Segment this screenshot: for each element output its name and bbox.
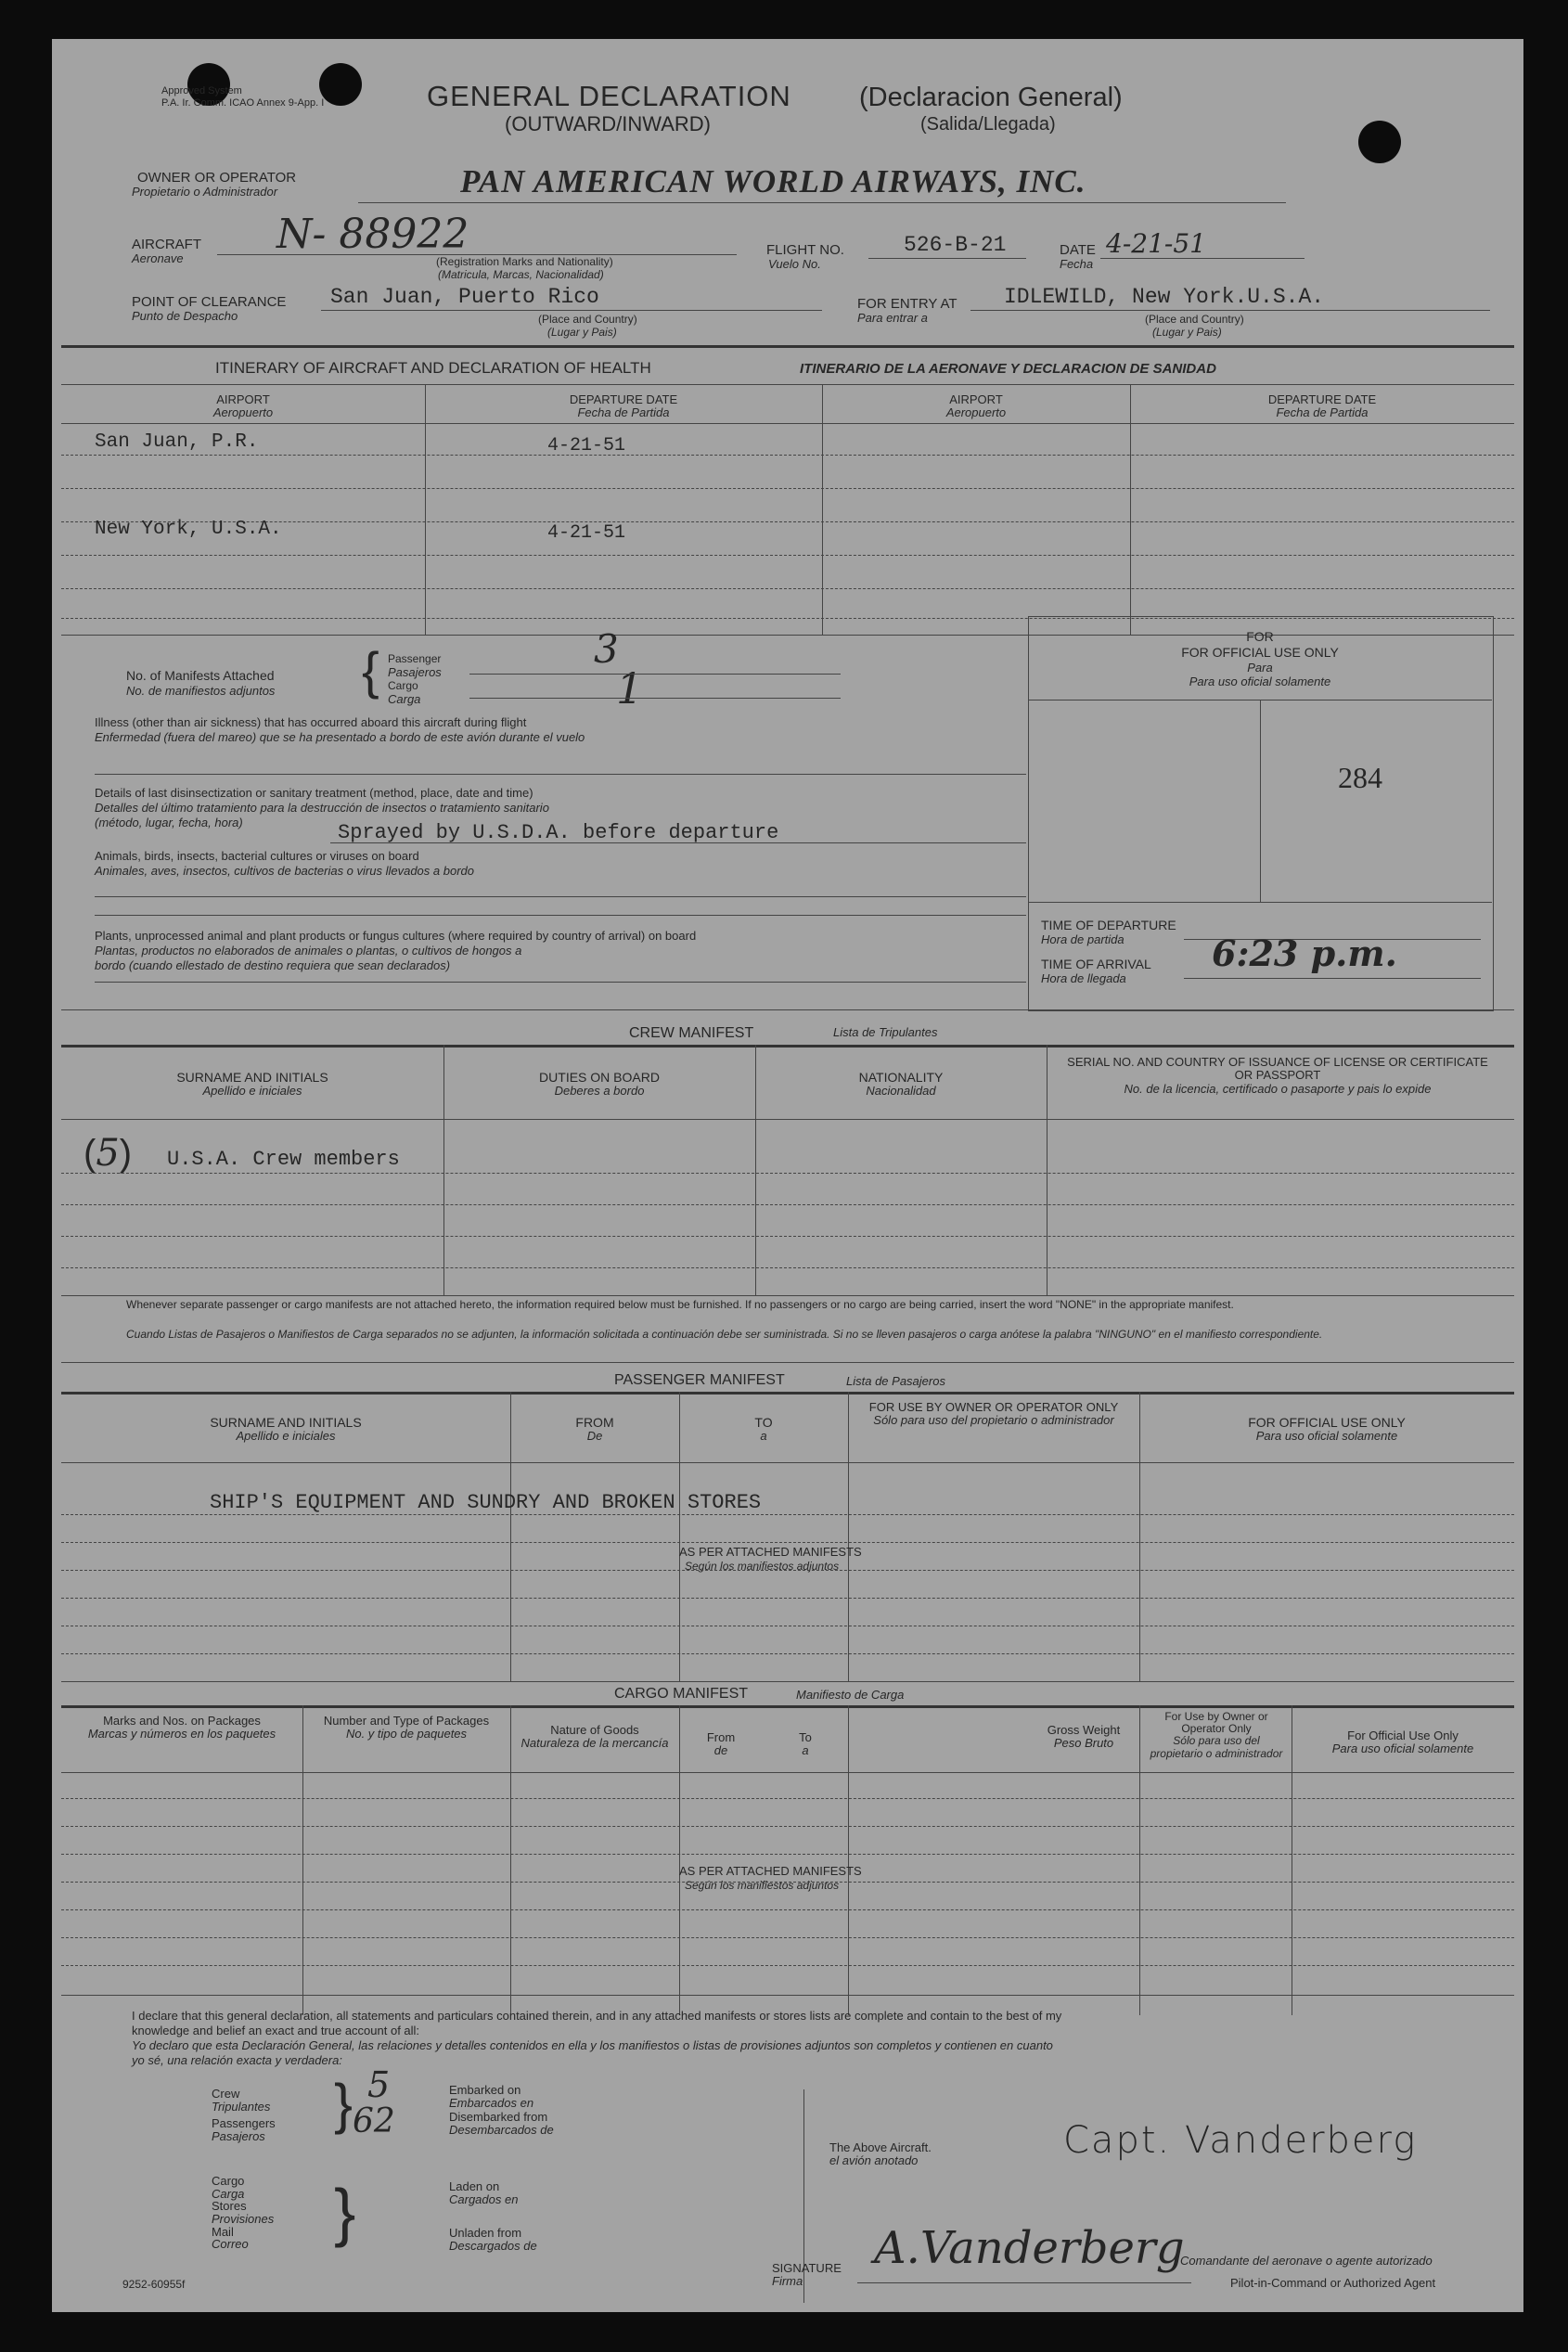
- declaration-text-2: knowledge and belief an exact and true account of all:: [132, 2024, 420, 2037]
- plants-text-es-2: bordo (cuando ellestado de destino requiera que sean declarados): [95, 958, 451, 972]
- flight-label-es: Vuelo No.: [768, 257, 821, 271]
- passenger-col-surname: SURNAME AND INITIALS Apellido e iniciales: [210, 1415, 362, 1443]
- unladen-label: Unladen from Descargados de: [449, 2226, 537, 2254]
- cargo-col-packages: Number and Type of Packages No. y tipo de paquetes: [323, 1714, 490, 1741]
- passenger-col-official: FOR OFFICIAL USE ONLY Para uso oficial solamente: [1248, 1415, 1406, 1443]
- declaration-text: I declare that this general declaration, all statements and particulars contained therein, and in any attached manifests or stores lists are complete and contain to the best of my: [132, 2009, 1062, 2023]
- cargo-row-rule: [61, 1937, 1514, 1938]
- manifest-line: [469, 698, 841, 699]
- passenger-header-rule: [61, 1392, 1514, 1394]
- crew-col-nationality: NATIONALITY Nacionalidad: [858, 1070, 944, 1098]
- health-bottom-rule: [61, 1009, 1514, 1010]
- passenger-attached: AS PER ATTACHED MANIFESTS: [679, 1545, 862, 1559]
- itinerary-top-rule: [61, 345, 1514, 348]
- form-title-es-sub: (Salida/Llegada): [920, 114, 1056, 135]
- departure-time-label-es: Hora de partida: [1041, 932, 1125, 946]
- itinerary-col-airport-1: AIRPORT Aeropuerto: [212, 392, 274, 419]
- embarked-label: Embarked on Embarcados en Disembarked from Desembarcados de: [449, 2083, 554, 2137]
- count-brace: }: [334, 2073, 353, 2135]
- cargo-col-nature: Nature of Goods Naturaleza de la mercancía: [521, 1723, 669, 1750]
- goods-labels: Cargo Carga Stores Provisiones Mail Correo: [212, 2174, 275, 2252]
- cargo-header-rule: [61, 1705, 1514, 1708]
- cargo-title-es: Manifiesto de Carga: [796, 1688, 905, 1702]
- signature-line: [857, 2282, 1191, 2283]
- official-use-rule: [1028, 902, 1492, 903]
- date-label: DATE: [1060, 242, 1096, 258]
- form-title-sub: (OUTWARD/INWARD): [505, 112, 711, 135]
- crew-count-value: 5: [367, 2064, 391, 2105]
- passenger-row-rule: [61, 1653, 1514, 1654]
- departure-time-label: TIME OF DEPARTURE: [1041, 918, 1176, 932]
- cargo-col-divider: [302, 1705, 303, 2015]
- cargo-row-rule: [61, 1854, 1514, 1855]
- passenger-bottom-rule: [61, 1681, 1514, 1682]
- disinsect-line: [330, 842, 1026, 843]
- cargo-col-marks: Marks and Nos. on Packages Marcas y números en los paquetes: [87, 1714, 276, 1741]
- itinerary-title-rule: [61, 384, 1514, 385]
- crew-row-rule: [61, 1173, 1514, 1174]
- reg-note: (Registration Marks and Nationality): [436, 255, 613, 268]
- cargo-col-divider: [848, 1705, 849, 2015]
- clearance-place-note-es: (Lugar y Pais): [547, 326, 617, 339]
- manifests-label: No. of Manifests Attached No. de manifiestos adjuntos: [126, 668, 276, 698]
- crew-row-rule: [61, 1267, 1514, 1268]
- passenger-col-owner: FOR USE BY OWNER OR OPERATOR ONLY Sólo para uso del propietario o administrador: [868, 1400, 1119, 1427]
- passenger-row-rule: [61, 1570, 1514, 1571]
- entry-place-note: (Place and Country): [1145, 313, 1244, 326]
- manifest-line: [469, 674, 841, 675]
- plants-line: [95, 982, 1026, 983]
- manifest-types: Passenger Pasajeros Cargo Carga: [388, 652, 442, 706]
- itinerary-airport: New York, U.S.A.: [95, 519, 282, 540]
- crew-row-rule: [61, 1236, 1514, 1237]
- flight-value: 526-B-21: [904, 233, 1007, 257]
- animals-line: [95, 896, 1026, 897]
- arrival-time-label-es: Hora de llegada: [1041, 971, 1126, 985]
- declaration-text-es: Yo declaro que esta Declaración General, las relaciones y detalles contenidos en ella y los manifiestos o listas de provisiones adjuntos son completos y contienen en cuanto: [132, 2038, 1053, 2052]
- cargo-row-rule: [61, 1909, 1514, 1910]
- passenger-row-rule: [61, 1542, 1514, 1543]
- clearance-label-es: Punto de Despacho: [132, 309, 238, 323]
- captain-name: Capt. Vanderberg: [1063, 2119, 1418, 2162]
- itinerary-row-rule: [61, 555, 1514, 556]
- itinerary-title: ITINERARY OF AIRCRAFT AND DECLARATION OF HEALTH: [215, 359, 651, 377]
- itinerary-airport: San Juan, P.R.: [95, 431, 259, 453]
- official-use-title: FOR FOR OFFICIAL USE ONLY Para Para uso oficial solamente: [1181, 629, 1339, 689]
- itinerary-row-rule: [61, 455, 1514, 456]
- cargo-row-rule: [61, 1965, 1514, 1966]
- flight-line: [868, 258, 1026, 259]
- cargo-col-divider: [1139, 1705, 1140, 2015]
- crew-col-duties: DUTIES ON BOARD Deberes a bordo: [539, 1070, 660, 1098]
- plants-text: Plants, unprocessed animal and plant products or fungus cultures (where required by country of arrival) on board: [95, 929, 697, 943]
- passenger-col-from: FROM De: [575, 1415, 614, 1443]
- itinerary-col-date-1: DEPARTURE DATE Fecha de Partida: [569, 392, 678, 419]
- arrival-line: [1184, 978, 1481, 979]
- form-number: 9252-60955f: [122, 2278, 186, 2291]
- date-label-es: Fecha: [1060, 257, 1094, 271]
- disinsect-value: Sprayed by U.S.D.A. before departure: [338, 821, 779, 844]
- passenger-col-rule: [61, 1462, 1514, 1463]
- clearance-value: San Juan, Puerto Rico: [330, 285, 599, 309]
- entry-label-es: Para entrar a: [857, 311, 928, 325]
- declaration-text-es-2: yo sé, una relación exacta y verdadera:: [132, 2053, 342, 2067]
- owner-label: OWNER OR OPERATOR: [137, 170, 297, 186]
- aircraft-label: AIRCRAFT: [132, 237, 201, 252]
- passenger-manifest-count: 3: [594, 626, 619, 672]
- passenger-title: PASSENGER MANIFEST: [614, 1372, 785, 1388]
- itinerary-row-rule: [61, 588, 1514, 589]
- punch-hole: [319, 63, 362, 106]
- cargo-col-owner: For Use by Owner or Operator Only Sólo para uso del propietario o administrador: [1150, 1710, 1283, 1760]
- owner-label-es: Propietario o Administrador: [132, 185, 278, 199]
- pax-count-label: Passengers Pasajeros: [212, 2116, 276, 2144]
- disinsect-text: Details of last disinsectization or sanitary treatment (method, place, date and time): [95, 786, 533, 800]
- cargo-col-rule: [61, 1772, 1514, 1773]
- commander-label: Pilot-in-Command or Authorized Agent: [1230, 2276, 1436, 2290]
- date-value: 4-21-51: [1106, 228, 1206, 259]
- crew-count-label: Crew Tripulantes: [212, 2087, 271, 2114]
- cargo-attached-es: Según los manifiestos adjuntos: [685, 1879, 840, 1892]
- itinerary-col-airport-2: AIRPORT Aeropuerto: [945, 392, 1007, 419]
- flight-label: FLIGHT NO.: [766, 242, 844, 258]
- animals-text-es: Animales, aves, insectos, cultivos de bacterias o virus llevados a bordo: [95, 864, 474, 878]
- cargo-col-official: For Official Use Only Para uso oficial solamente: [1331, 1729, 1474, 1755]
- form-title-es: (Declaracion General): [859, 83, 1123, 112]
- owner-line: [358, 202, 1286, 203]
- cargo-manifest-count: 1: [616, 663, 644, 713]
- crew-col-serial: SERIAL NO. AND COUNTRY OF ISSUANCE OF LICENSE OR CERTIFICATE OR PASSPORT No. de la licencia, certificado o pasaporte y pais lo expide: [1067, 1055, 1488, 1096]
- above-aircraft-label: The Above Aircraft. el avión anotado: [829, 2140, 932, 2168]
- official-use-divider: [1260, 700, 1261, 902]
- cargo-bottom-rule: [61, 1995, 1514, 1996]
- crew-entry-count: (5): [84, 1132, 133, 1175]
- entry-value: IDLEWILD, New York.U.S.A.: [1004, 285, 1325, 309]
- cargo-row-rule: [61, 1882, 1514, 1883]
- itinerary-col-divider: [822, 384, 823, 635]
- itinerary-col-divider: [1130, 384, 1131, 635]
- itinerary-header-rule: [61, 423, 1514, 424]
- illness-text-es: Enfermedad (fuera del mareo) que se ha presentado a bordo de este avión durante el vuelo: [95, 730, 585, 744]
- signature: A.Vanderberg: [874, 2222, 1185, 2274]
- pax-count-value: 62: [353, 2102, 395, 2140]
- entry-line: [970, 310, 1490, 311]
- cargo-col-to: To a: [799, 1730, 812, 1757]
- clearance-line: [321, 310, 822, 311]
- owner-value: PAN AMERICAN WORLD AIRWAYS, INC.: [460, 163, 1086, 199]
- cargo-col-from: From de: [706, 1730, 736, 1757]
- entry-place-note-es: (Lugar y Pais): [1152, 326, 1222, 339]
- passenger-entry: SHIP'S EQUIPMENT AND SUNDRY AND BROKEN STORES: [210, 1491, 762, 1514]
- passenger-attached-es: Según los manifiestos adjuntos: [685, 1560, 840, 1573]
- crew-col-rule: [61, 1119, 1514, 1120]
- aircraft-label-es: Aeronave: [132, 251, 184, 265]
- arrival-time-value: 6:23 p.m.: [1212, 932, 1397, 974]
- crew-entry: U.S.A. Crew members: [167, 1148, 400, 1171]
- approval-note: Approved System P.A. Ir. Comm. ICAO Annex 9-App. I: [161, 85, 325, 109]
- laden-label: Laden on Cargados en: [449, 2179, 519, 2207]
- cargo-col-weight: Gross Weight Peso Bruto: [1047, 1723, 1121, 1750]
- manifest-note: Whenever separate passenger or cargo manifests are not attached hereto, the information required below must be furnished. If no passengers or no cargo are being carried, insert the word "NONE" in the appropriate manifest.: [126, 1298, 1234, 1311]
- form-title: GENERAL DECLARATION: [427, 80, 791, 112]
- itinerary-date: 4-21-51: [547, 435, 626, 456]
- plants-text-es: Plantas, productos no elaborados de animales o plantas, o cultivos de hongos a: [95, 944, 522, 958]
- crew-title: CREW MANIFEST: [629, 1025, 754, 1041]
- passenger-col-to: TO a: [754, 1415, 773, 1443]
- manifests-brace: {: [362, 641, 379, 700]
- passenger-title-es: Lista de Pasajeros: [846, 1374, 945, 1388]
- crew-title-es: Lista de Tripulantes: [833, 1025, 938, 1039]
- passenger-row-rule: [61, 1514, 1514, 1515]
- passenger-row-rule: [61, 1598, 1514, 1599]
- signature-label-es: Firma: [772, 2274, 803, 2288]
- punch-hole: [1358, 121, 1401, 163]
- cargo-row-rule: [61, 1826, 1514, 1827]
- crew-row-rule: [61, 1204, 1514, 1205]
- illness-line: [95, 774, 1026, 775]
- animals-line: [95, 915, 1026, 916]
- note-bottom-rule: [61, 1362, 1514, 1363]
- passenger-col-divider: [848, 1392, 849, 1681]
- clearance-label: POINT OF CLEARANCE: [132, 294, 287, 310]
- aircraft-value: N- 88922: [276, 211, 469, 258]
- manifest-note-es: Cuando Listas de Pasajeros o Manifiestos de Carga separados no se adjunten, la información solicitada a continuación debe ser suministrada. Si no se lleven pasajeros o carga anótese la palabra "NINGUNO" en el manifiesto correspondiente.: [126, 1328, 1323, 1341]
- disinsect-text-es-2: (método, lugar, fecha, hora): [95, 816, 243, 829]
- cargo-col-divider: [510, 1705, 511, 2015]
- cargo-attached: AS PER ATTACHED MANIFESTS: [679, 1864, 862, 1878]
- animals-text: Animals, birds, insects, bacterial cultures or viruses on board: [95, 849, 419, 863]
- disinsect-text-es: Detalles del último tratamiento para la destrucción de insectos o tratamiento sanitario: [95, 801, 549, 815]
- commander-label-es: Comandante del aeronave o agente autorizado: [1180, 2254, 1433, 2268]
- official-number: 284: [1338, 761, 1382, 794]
- cargo-title: CARGO MANIFEST: [614, 1686, 749, 1702]
- itinerary-col-divider: [425, 384, 426, 635]
- itinerary-row-rule: [61, 488, 1514, 489]
- date-line: [1100, 258, 1305, 259]
- reg-note-es: (Matricula, Marcas, Nacionalidad): [438, 268, 604, 281]
- itinerary-col-date-2: DEPARTURE DATE Fecha de Partida: [1267, 392, 1377, 419]
- goods-brace: }: [334, 2176, 356, 2248]
- crew-bottom-rule: [61, 1295, 1514, 1296]
- itinerary-date: 4-21-51: [547, 522, 626, 544]
- crew-header-rule: [61, 1045, 1514, 1047]
- clearance-place-note: (Place and Country): [538, 313, 637, 326]
- illness-text: Illness (other than air sickness) that has occurred aboard this aircraft during flight: [95, 715, 527, 729]
- declaration-form: [52, 39, 1523, 2312]
- crew-col-surname: SURNAME AND INITIALS Apellido e iniciales: [176, 1070, 328, 1098]
- cargo-row-rule: [61, 1798, 1514, 1799]
- itinerary-title-es: ITINERARIO DE LA AERONAVE Y DECLARACION DE SANIDAD: [800, 361, 1216, 377]
- signature-label: SIGNATURE: [772, 2261, 842, 2275]
- entry-label: FOR ENTRY AT: [857, 296, 958, 312]
- arrival-time-label: TIME OF ARRIVAL: [1041, 957, 1151, 971]
